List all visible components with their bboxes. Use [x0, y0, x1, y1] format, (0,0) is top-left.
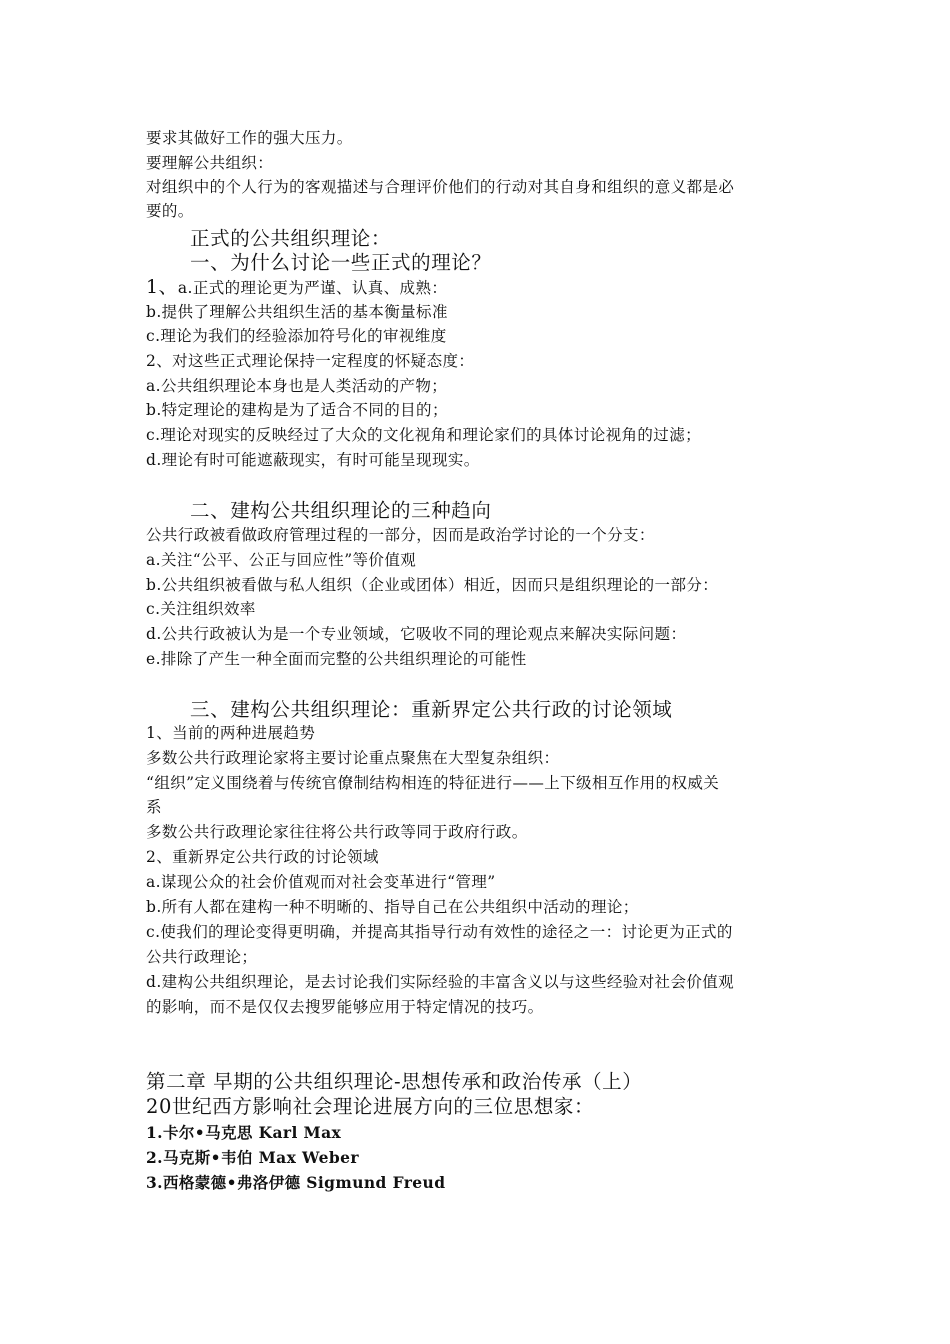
- section3-d-line-2: 的影响，而不是仅仅去搜罗能够应用于特定情况的技巧。: [146, 998, 544, 1016]
- section1-heading: 一、为什么讨论一些正式的理论？: [190, 251, 492, 274]
- section3-sub2: 2、重新界定公共行政的讨论领域: [146, 848, 379, 866]
- thinker-1: 1.卡尔•马克思 Karl Max: [146, 1123, 342, 1142]
- section3-line-2a: “组织”定义围绕着与传统官僚制结构相连的特征进行——上下级相互作用的权威关: [146, 774, 720, 792]
- section1-b: b.提供了理解公共组织生活的基本衡量标准: [146, 303, 448, 321]
- section1-b2: b.特定理论的建构是为了适合不同的目的；: [146, 401, 448, 419]
- section3-c-line-2: 公共行政理论；: [146, 948, 258, 966]
- section3-heading: 三、建构公共组织理论：重新界定公共行政的讨论领域: [190, 698, 673, 721]
- chapter2-title: 第二章 早期的公共组织理论-思想传承和政治传承（上）: [146, 1070, 643, 1093]
- thinker-2: 2.马克斯•韦伯 Max Weber: [146, 1148, 359, 1167]
- section2-c: c.关注组织效率: [146, 600, 256, 618]
- section1-c: c.理论为我们的经验添加符号化的审视维度: [146, 327, 447, 345]
- section1-item1: [146, 276, 447, 299]
- intro-line-1: 要求其做好工作的强大压力。: [146, 129, 353, 147]
- section3-line-3: 多数公共行政理论家往往将公共行政等同于政府行政。: [146, 823, 528, 841]
- section1-d2: d.理论有时可能遮蔽现实，有时可能呈现现实。: [146, 451, 480, 469]
- section2-a: a.关注“公平、公正与回应性”等价值观: [146, 551, 417, 569]
- section1-item1-number: 1、: [146, 276, 178, 298]
- heading-formal-theory: 正式的公共组织理论：: [190, 227, 392, 250]
- section3-a: a.谋现公众的社会价值观而对社会变革进行“管理”: [146, 873, 496, 891]
- section1-a2: a.公共组织理论本身也是人类活动的产物；: [146, 377, 448, 395]
- section3-line-2b: 系: [146, 798, 162, 816]
- section3-sub1: 1、当前的两种进展趋势: [146, 724, 316, 742]
- section2-e: e.排除了产生一种全面而完整的公共组织理论的可能性: [146, 650, 527, 668]
- thinker-3: 3.西格蒙德•弗洛伊德 Sigmund Freud: [146, 1173, 446, 1192]
- section1-item1-text: a.正式的理论更为严谨、认真、成熟：: [177, 279, 448, 297]
- section3-d-line-1: d.建构公共组织理论，是去讨论我们实际经验的丰富含义以与这些经验对社会价值观: [146, 973, 735, 991]
- section1-item2: 2、对这些正式理论保持一定程度的怀疑态度：: [146, 352, 475, 370]
- section2-heading: 二、建构公共组织理论的三种趋向: [190, 499, 492, 522]
- chapter2-subtitle: 20世纪西方影响社会理论进展方向的三位思想家：: [146, 1095, 595, 1118]
- intro-line-2: 要理解公共组织：: [146, 154, 274, 172]
- intro-line-3: 对组织中的个人行为的客观描述与合理评价他们的行动对其自身和组织的意义都是必: [146, 178, 735, 196]
- section3-line-1: 多数公共行政理论家将主要讨论重点聚焦在大型复杂组织：: [146, 749, 560, 767]
- section3-c-line-1: c.使我们的理论变得更明确，并提高其指导行动有效性的途径之一：讨论更为正式的: [146, 923, 733, 941]
- section2-b: b.公共组织被看做与私人组织（企业或团体）相近，因而只是组织理论的一部分：: [146, 576, 719, 594]
- section1-c2: c.理论对现实的反映经过了大众的文化视角和理论家们的具体讨论视角的过滤；: [146, 426, 702, 444]
- section3-b: b.所有人都在建构一种不明晰的、指导自己在公共组织中活动的理论；: [146, 898, 639, 916]
- intro-line-4: 要的。: [146, 202, 194, 220]
- section2-intro: 公共行政被看做政府管理过程的一部分，因而是政治学讨论的一个分支：: [146, 526, 655, 544]
- section2-d: d.公共行政被认为是一个专业领域，它吸收不同的理论观点来解决实际问题：: [146, 625, 687, 643]
